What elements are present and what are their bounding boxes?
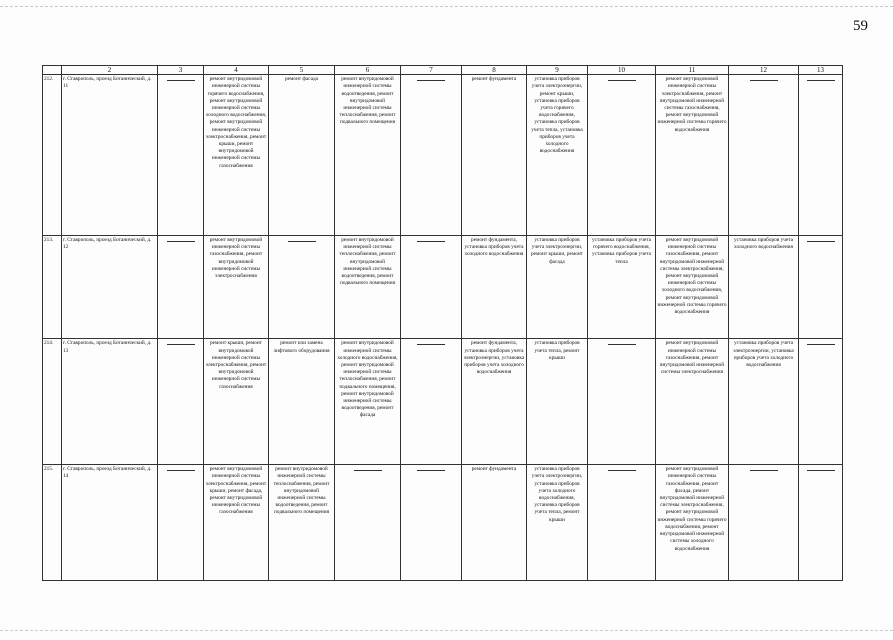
work-cell: ремонт внутридомовой инженерной системы газоснабжения, ремонт внутридомовой инженерной системы электроснабжения [656,339,729,465]
header-cell: 7 [401,66,462,75]
empty-cell-dash [158,339,204,465]
empty-cell-dash [799,235,843,338]
row-number: 214. [43,339,62,465]
page-number: 59 [853,18,868,34]
empty-cell-dash [158,75,204,236]
scan-bottom-edge [0,630,893,631]
table-row [43,235,843,338]
row-number: 212. [43,75,62,236]
table-row [43,75,843,236]
empty-cell-dash [588,339,656,465]
header-cell: 6 [335,66,401,75]
work-cell: установка приборов учета электроэнергии, установка приборов учета холодного водоснабжения, установка приборов учета тепла, ремонт крыши [527,465,588,581]
header-cell: 2 [62,66,158,75]
empty-cell-dash [269,235,335,338]
work-cell: ремонт внутридомовой инженерной системы теплоснабжения, ремонт внутридомовой инженерной системы водоотведения, ремонт подвального помещения [269,465,335,581]
empty-cell-dash [799,75,843,236]
work-cell: установка приборов учета электроэнергии, ремонт крыши, установка приборов учета горячего водоснабжения, установка приборов учета тепла, установка приборов учета холодного водоснабжения [527,75,588,236]
empty-cell-dash [401,235,462,338]
empty-cell-dash [401,339,462,465]
empty-cell-dash [401,75,462,236]
work-cell: ремонт внутридомовой инженерной системы холодного водоснабжения, ремонт внутридомовой инженерной системы теплоснабжения, ремонт подвального помещения, ремонт внутридомовой инженерной системы водоотведения, ремонт фасада [335,339,401,465]
work-cell: ремонт внутридомовой инженерной системы горячего водоснабжения, ремонт внутридомовой инженерной системы холодного водоснабжения, ремонт внутридомовой инженерной системы электроснабжения, ремонт крыши, ремонт внутридомовой инженерной системы газоснабжения [204,75,269,236]
header-cell: 4 [204,66,269,75]
empty-cell-dash [335,465,401,581]
empty-cell-dash [158,465,204,581]
work-cell: ремонт крыши, ремонт внутридомовой инженерной системы электроснабжения, ремонт внутридомовой инженерной системы газоснабжения [204,339,269,465]
scan-top-edge [0,6,893,7]
work-cell: ремонт внутридомовой инженерной системы водоотведения, ремонт внутридомовой инженерной системы теплоснабжения, ремонт подвального помещения [335,75,401,236]
work-cell: установка приборов учета горячего водоснабжения, установка приборов учета тепла [588,235,656,338]
work-cell: ремонт или замена лифтового оборудования [269,339,335,465]
header-cell: 8 [462,66,527,75]
empty-cell-dash [799,465,843,581]
address-cell: г. Ставрополь, проезд Ботанический, д. 13 [62,339,158,465]
empty-cell-dash [729,75,799,236]
header-cell: 11 [656,66,729,75]
header-cell: 13 [799,66,843,75]
header-cell: 3 [158,66,204,75]
header-cell: 9 [527,66,588,75]
address-cell: г. Ставрополь, проезд Ботанический, д. 14 [62,465,158,581]
empty-cell-dash [729,465,799,581]
header-cell: 5 [269,66,335,75]
work-cell: ремонт фундамента [462,75,527,236]
table-row [43,339,843,465]
empty-cell-dash [158,235,204,338]
header-row [43,66,843,75]
work-cell: установка приборов учета холодного водоснабжения [729,235,799,338]
empty-cell-dash [588,465,656,581]
work-cell: ремонт внутридомовой инженерной системы электроснабжения, ремонт внутридомовой инженерной системы газоснабжения, ремонт внутридомовой инженерной системы горячего водоснабжения [656,75,729,236]
header-cell: 12 [729,66,799,75]
work-cell: установка приборов учета электроэнергии, ремонт крыши, ремонт фасада [527,235,588,338]
work-cell: установка приборов учета тепла, ремонт крыши [527,339,588,465]
work-cell: ремонт внутридомовой инженерной системы газоснабжения, ремонт внутридомовой инженерной системы электроснабжения, ремонт внутридомовой инженерной системы холодного водоснабжения, ремонт внутридомовой инженерной системы горячего водоснабжения [656,235,729,338]
address-cell: г. Ставрополь, проезд Ботанический, д. 12 [62,235,158,338]
empty-cell-dash [799,339,843,465]
header-cell-num [43,66,62,75]
repair-schedule-table [42,65,843,581]
row-number: 213. [43,235,62,338]
work-cell: установка приборов учета электроэнергии, установка приборов учета холодного водоснабжения [729,339,799,465]
empty-cell-dash [401,465,462,581]
empty-cell-dash [588,75,656,236]
work-cell: ремонт фундамента [462,465,527,581]
work-cell: ремонт внутридомовой инженерной системы теплоснабжения, ремонт внутридомовой инженерной системы водоотведения, ремонт подвального помещения [335,235,401,338]
work-cell: ремонт внутридомовой инженерной системы электроснабжения, ремонт крыши, ремонт фасада, ремонт внутридомовой инженерной системы газоснабжения [204,465,269,581]
work-cell: ремонт фундамента, установка приборов учета электроэнергии, установка приборов учета холодного водоснабжения [462,339,527,465]
table-row [43,465,843,581]
header-cell: 10 [588,66,656,75]
work-cell: ремонт внутридомовой инженерной системы газоснабжения, ремонт внутридомовой инженерной системы электроснабжения [204,235,269,338]
address-cell: г. Ставрополь, проезд Ботанический, д. 11 [62,75,158,236]
work-cell: ремонт фасада [269,75,335,236]
work-cell: ремонт фундамента, установка приборов учета холодного водоснабжения [462,235,527,338]
work-cell: ремонт внутридомовой инженерной системы газоснабжения, ремонт фасада, ремонт внутридомовой инженерной системы электроснабжения, ремонт внутридомовой инженерной системы горячего водоснабжения, ремонт внутридомовой инженерной системы холодного водоснабжения [656,465,729,581]
row-number: 215. [43,465,62,581]
